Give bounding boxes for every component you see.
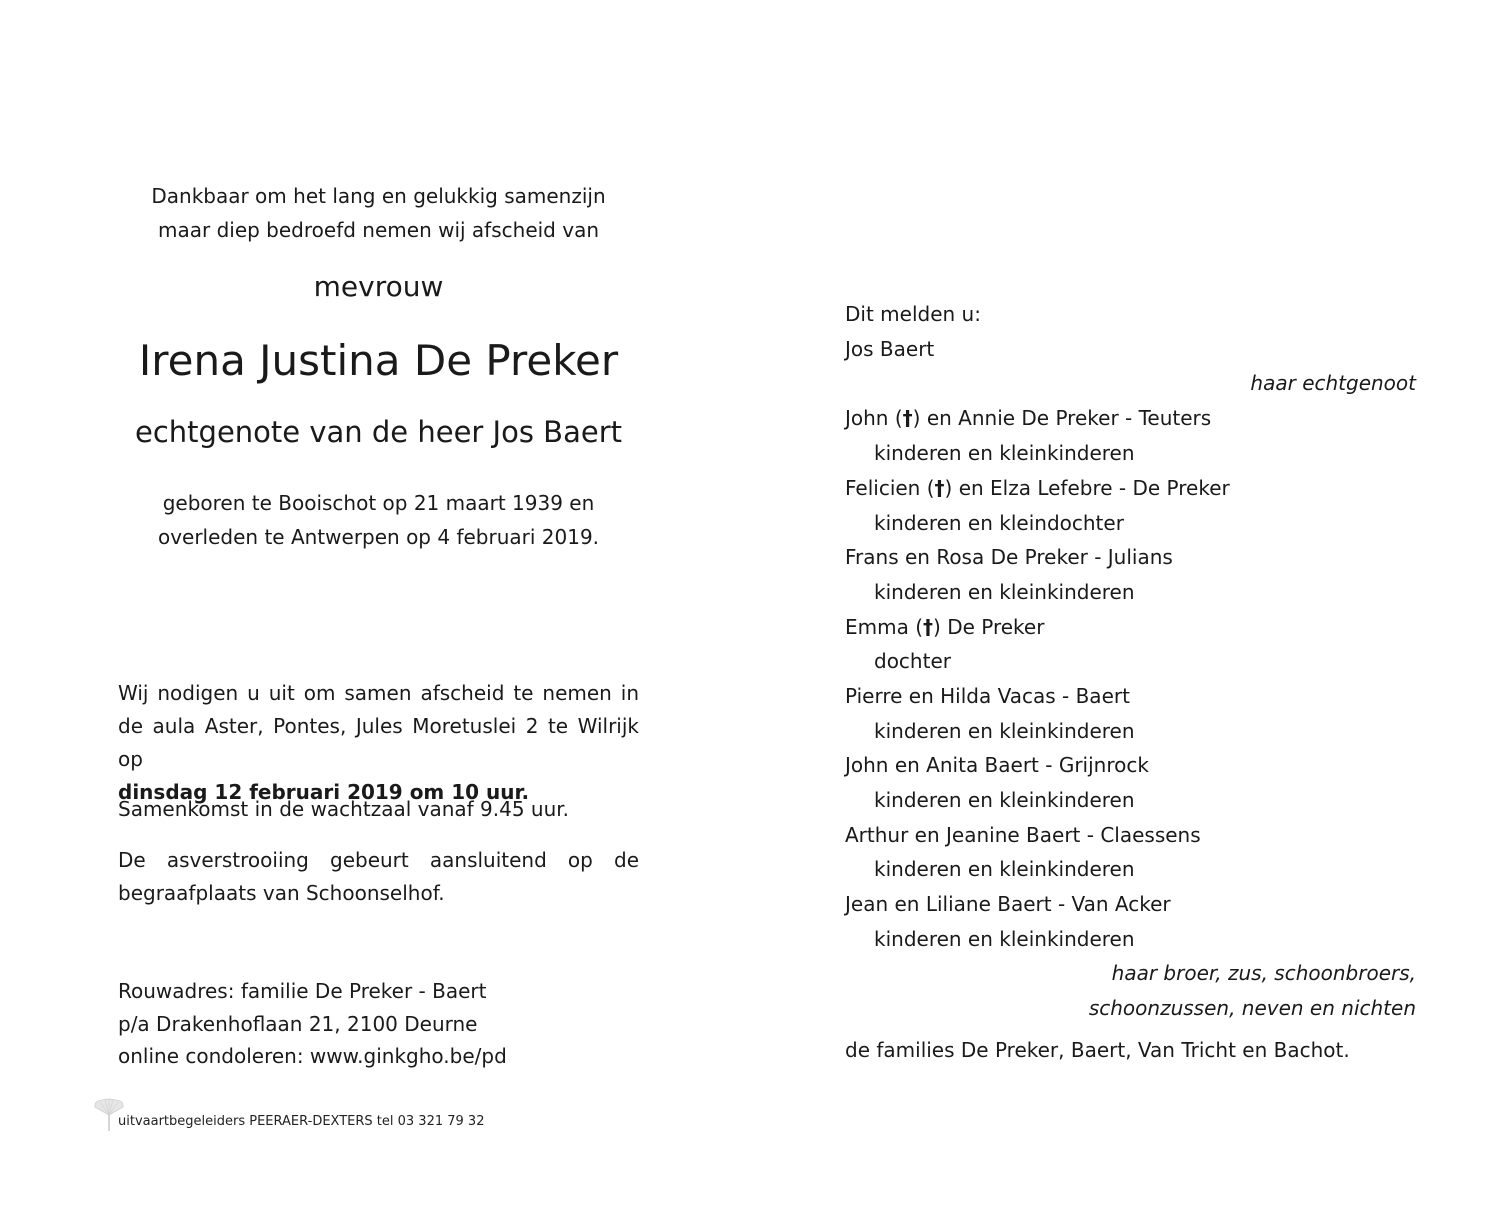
family-line-7: Arthur en Jeanine Baert - Claessens — [845, 823, 1201, 847]
family-relation-2: kinderen en kleindochter — [874, 511, 1124, 535]
family-relation-7: kinderen en kleinkinderen — [874, 857, 1135, 881]
scattering-line-2: begraafplaats van Schoonselhof. — [118, 881, 445, 905]
family-relation-8: kinderen en kleinkinderen — [874, 927, 1135, 951]
deceased-cross-icon: † — [923, 615, 934, 639]
address-line-1: Rouwadres: familie De Preker - Baert — [118, 979, 487, 1003]
family-relation-1: kinderen en kleinkinderen — [874, 441, 1135, 465]
family-line-4-pre: Emma ( — [845, 615, 924, 639]
deceased-name: Irena Justina De Preker — [138, 336, 619, 385]
husband-role: haar echtgenoot — [1250, 371, 1416, 395]
deceased-cross-icon: † — [934, 476, 945, 500]
ceremony-datetime: dinsdag 12 februari 2019 om 10 uur. — [118, 780, 530, 804]
condolence-url: online condoleren: www.ginkgho.be/pd — [118, 1044, 507, 1068]
family-line-2-post: ) en Elza Lefebre - De Preker — [944, 476, 1230, 500]
family-relation-3: kinderen en kleinkinderen — [874, 580, 1135, 604]
invitation-line-1: Wij nodigen u uit om samen afscheid te nemen in — [118, 681, 639, 705]
deceased-cross-icon: † — [902, 406, 913, 430]
scattering-line-1: De asverstrooiing gebeurt aansluitend op de — [118, 848, 639, 872]
family-line-4-post: ) De Preker — [933, 615, 1045, 639]
funeral-director-text: uitvaartbegeleiders PEERAER-DEXTERS tel 03 321 79 32 — [118, 1114, 485, 1129]
funeral-director-footer — [92, 1098, 512, 1132]
gathering-line: Samenkomst in de wachtzaal vanaf 9.45 uur. — [118, 797, 570, 821]
intro-line-1: Dankbaar om het lang en gelukkig samenzijn — [151, 184, 606, 208]
family-relation-4: dochter — [874, 649, 951, 673]
family-line-1-pre: John ( — [845, 406, 903, 430]
family-line-6: John en Anita Baert - Grijnrock — [845, 753, 1149, 777]
family-line-2 — [845, 476, 1230, 500]
spouse-line: echtgenote van de heer Jos Baert — [135, 415, 622, 449]
address-line-2: p/a Drakenhoflaan 21, 2100 Deurne — [118, 1012, 478, 1036]
intro-line-2: maar diep bedroefd nemen wij afscheid van — [158, 218, 599, 242]
invitation-line-2: de aula Aster, Pontes, Jules Moretuslei 2 te Wilrijk op — [118, 714, 639, 771]
invitation-paragraph — [118, 677, 639, 809]
family-relation-6: kinderen en kleinkinderen — [874, 788, 1135, 812]
honorific-title: mevrouw — [313, 270, 444, 303]
family-line-8: Jean en Liliane Baert - Van Acker — [845, 892, 1171, 916]
siblings-role-line-2: schoonzussen, neven en nichten — [1088, 996, 1416, 1020]
family-line-1-post: ) en Annie De Preker - Teuters — [912, 406, 1212, 430]
family-relation-5: kinderen en kleinkinderen — [874, 719, 1135, 743]
husband-name: Jos Baert — [845, 337, 935, 361]
family-line-5: Pierre en Hilda Vacas - Baert — [845, 684, 1130, 708]
scattering-paragraph — [118, 844, 639, 910]
closing-families: de families De Preker, Baert, Van Tricht en Bachot. — [845, 1038, 1350, 1062]
family-line-2-pre: Felicien ( — [845, 476, 935, 500]
siblings-role-line-1: haar broer, zus, schoonbroers, — [1111, 961, 1416, 985]
family-line-1 — [845, 406, 1211, 430]
announcers-heading: Dit melden u: — [845, 302, 981, 326]
death-line: overleden te Antwerpen op 4 februari 2019. — [157, 525, 600, 549]
family-line-4 — [845, 615, 1044, 639]
family-line-3: Frans en Rosa De Preker - Julians — [845, 545, 1173, 569]
birth-line: geboren te Booischot op 21 maart 1939 en — [162, 491, 595, 515]
